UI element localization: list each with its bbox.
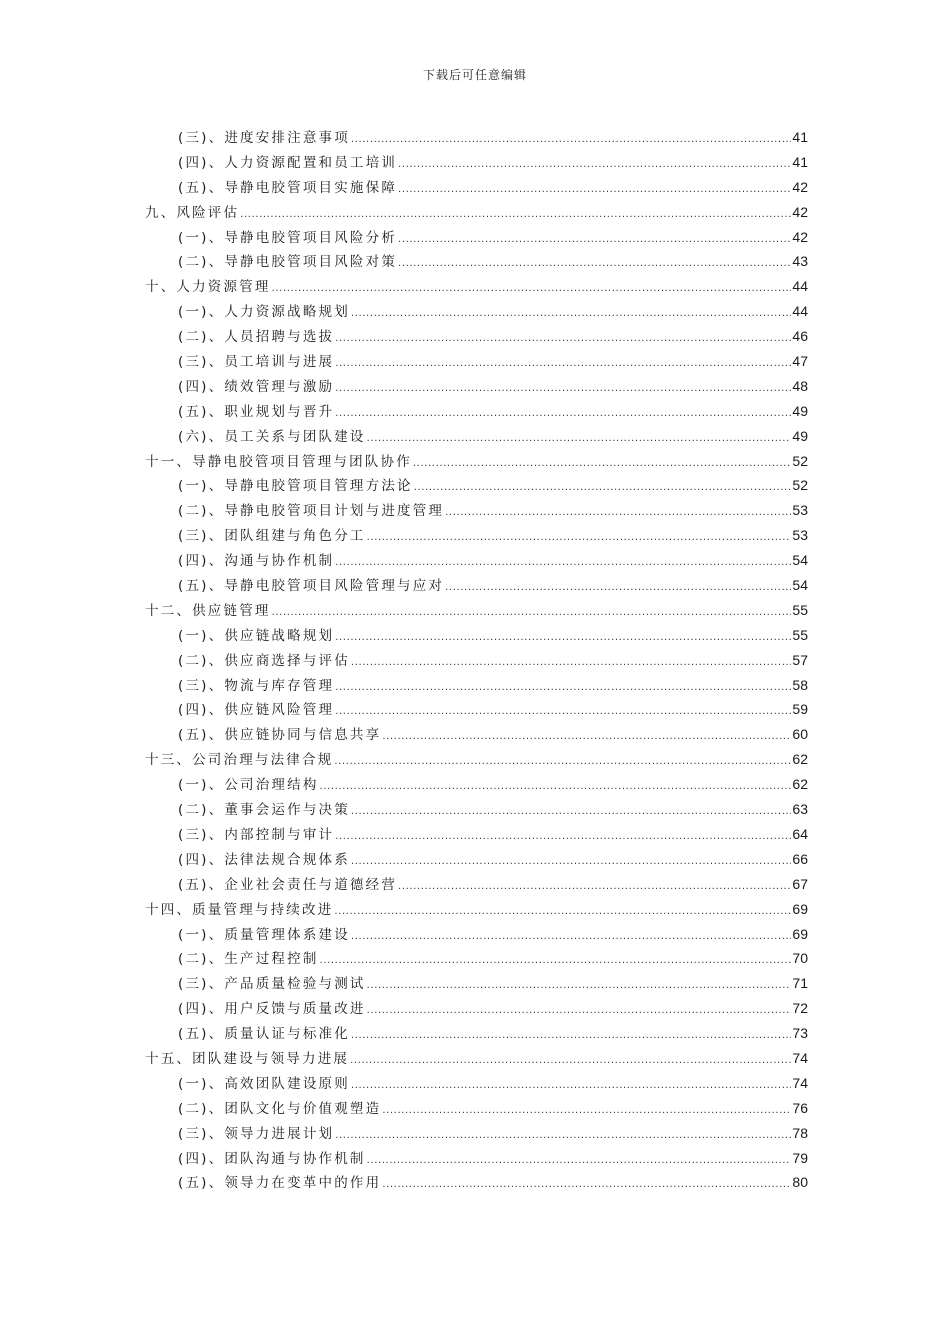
toc-section-entry[interactable] [145, 922, 808, 947]
toc-entry-label: (四)、法律法规合规体系 [178, 851, 350, 868]
toc-section-entry[interactable] [145, 299, 808, 324]
toc-page-number: 57 [792, 651, 808, 668]
toc-entry-label: (一)、高效团队建设原则 [178, 1075, 350, 1092]
toc-page-number: 43 [792, 253, 808, 270]
toc-chapter-entry[interactable] [145, 274, 808, 299]
toc-section-entry[interactable] [145, 772, 808, 797]
dot-leader [335, 402, 791, 427]
toc-entry-label: (四)、用户反馈与质量改进 [178, 1001, 366, 1018]
toc-section-entry[interactable] [145, 648, 808, 673]
toc-section-entry[interactable] [145, 697, 808, 722]
toc-section-entry[interactable] [145, 1146, 808, 1171]
toc-entry-label: (六)、员工关系与团队建设 [178, 428, 366, 445]
toc-page-number: 48 [792, 377, 808, 394]
toc-section-entry[interactable] [145, 498, 808, 523]
toc-entry-label: (四)、绩效管理与激励 [178, 378, 335, 395]
toc-page-number: 66 [792, 850, 808, 867]
dot-leader [351, 1024, 791, 1049]
dot-leader [351, 850, 791, 875]
toc-section-entry[interactable] [145, 374, 808, 399]
toc-entry-label: (二)、人员招聘与选拔 [178, 329, 335, 346]
dot-leader [398, 252, 791, 277]
toc-section-entry[interactable] [145, 573, 808, 598]
toc-page-number: 42 [792, 178, 808, 195]
dot-leader [334, 900, 791, 925]
toc-chapter-entry[interactable] [145, 897, 808, 922]
toc-entry-label: (三)、物流与库存管理 [178, 677, 335, 694]
toc-page-number: 54 [792, 552, 808, 569]
toc-entry-label: (一)、人力资源战略规划 [178, 304, 350, 321]
toc-chapter-entry[interactable] [145, 449, 808, 474]
toc-entry-label: 十三、公司治理与法律合规 [145, 752, 334, 769]
toc-section-entry[interactable] [145, 946, 808, 971]
dot-leader [445, 576, 791, 601]
toc-page-number: 60 [792, 726, 808, 743]
toc-page-number: 67 [792, 875, 808, 892]
toc-section-entry[interactable] [145, 473, 808, 498]
toc-section-entry[interactable] [145, 399, 808, 424]
toc-section-entry[interactable] [145, 249, 808, 274]
dot-leader [335, 352, 791, 377]
toc-entry-label: (四)、供应链风险管理 [178, 702, 335, 719]
toc-entry-label: (五)、供应链协同与信息共享 [178, 727, 382, 744]
dot-leader [320, 775, 792, 800]
toc-entry-label: (五)、职业规划与晋升 [178, 403, 335, 420]
toc-page-number: 69 [792, 900, 808, 917]
dot-leader [351, 302, 791, 327]
dot-leader [398, 228, 791, 253]
toc-entry-label: 十五、团队建设与领导力进展 [145, 1050, 350, 1067]
toc-entry-label: (五)、企业社会责任与道德经营 [178, 876, 398, 893]
toc-page-number: 49 [792, 427, 808, 444]
toc-section-entry[interactable] [145, 324, 808, 349]
toc-section-entry[interactable] [145, 1121, 808, 1146]
toc-entry-label: (二)、导静电胶管项目风险对策 [178, 254, 398, 271]
toc-page-number: 53 [792, 527, 808, 544]
toc-entry-label: (五)、导静电胶管项目风险管理与应对 [178, 578, 445, 595]
dot-leader [272, 277, 792, 302]
dot-leader [367, 427, 792, 452]
dot-leader [367, 974, 792, 999]
toc-chapter-entry[interactable] [145, 200, 808, 225]
toc-section-entry[interactable] [145, 872, 808, 897]
dot-leader [367, 999, 792, 1024]
toc-section-entry[interactable] [145, 673, 808, 698]
dot-leader [367, 526, 792, 551]
dot-leader [272, 601, 792, 626]
dot-leader [367, 1149, 792, 1174]
toc-section-entry[interactable] [145, 1170, 808, 1195]
table-of-contents [145, 125, 808, 1195]
dot-leader [351, 800, 791, 825]
dot-leader [351, 128, 791, 153]
toc-section-entry[interactable] [145, 1096, 808, 1121]
toc-page-number: 58 [792, 676, 808, 693]
dot-leader [398, 178, 791, 203]
toc-entry-label: (三)、内部控制与审计 [178, 826, 335, 843]
dot-leader [382, 1173, 791, 1198]
dot-leader [335, 327, 791, 352]
toc-page-number: 71 [792, 975, 808, 992]
toc-entry-label: (二)、董事会运作与决策 [178, 802, 350, 819]
dot-leader [398, 875, 791, 900]
toc-entry-label: (三)、领导力进展计划 [178, 1125, 335, 1142]
dot-leader [335, 551, 791, 576]
toc-page-number: 72 [792, 1000, 808, 1017]
dot-leader [240, 203, 791, 228]
toc-page-number: 41 [792, 153, 808, 170]
dot-leader [414, 476, 792, 501]
toc-section-entry[interactable] [145, 424, 808, 449]
toc-entry-label: 十一、导静电胶管项目管理与团队协作 [145, 453, 412, 470]
toc-page-number: 59 [792, 701, 808, 718]
toc-page-number: 74 [792, 1074, 808, 1091]
dot-leader [320, 949, 792, 974]
toc-page-number: 52 [792, 452, 808, 469]
toc-section-entry[interactable] [145, 225, 808, 250]
dot-leader [351, 1074, 791, 1099]
dot-leader [350, 1049, 791, 1074]
toc-entry-label: (五)、导静电胶管项目实施保障 [178, 179, 398, 196]
toc-entry-label: (三)、进度安排注意事项 [178, 130, 350, 146]
dot-leader [335, 626, 791, 651]
toc-page-number: 79 [792, 1149, 808, 1166]
toc-section-entry[interactable] [145, 847, 808, 872]
toc-page-number: 42 [792, 228, 808, 245]
toc-page-number: 52 [792, 477, 808, 494]
toc-section-entry[interactable] [145, 996, 808, 1021]
toc-entry-label: (三)、产品质量检验与测试 [178, 976, 366, 993]
toc-entry-label: (一)、导静电胶管项目管理方法论 [178, 478, 413, 495]
toc-entry-label: (四)、人力资源配置和员工培训 [178, 154, 398, 171]
dot-leader [334, 750, 791, 775]
toc-chapter-entry[interactable] [145, 598, 808, 623]
toc-entry-label: 十二、供应链管理 [145, 602, 271, 619]
toc-section-entry[interactable] [145, 822, 808, 847]
toc-page-number: 44 [792, 303, 808, 320]
toc-page-number: 63 [792, 801, 808, 818]
toc-entry-label: (一)、供应链战略规划 [178, 627, 335, 644]
toc-section-entry[interactable] [145, 523, 808, 548]
page-header: 下载后可任意编辑 [422, 68, 527, 82]
toc-chapter-entry[interactable] [145, 1046, 808, 1071]
toc-entry-label: (四)、团队沟通与协作机制 [178, 1150, 366, 1167]
dot-leader [335, 1124, 791, 1149]
toc-entry-label: (一)、导静电胶管项目风险分析 [178, 229, 398, 246]
toc-entry-label: (二)、团队文化与价值观塑造 [178, 1100, 382, 1117]
dot-leader [335, 825, 791, 850]
toc-section-entry[interactable] [145, 548, 808, 573]
toc-page-number: 44 [792, 278, 808, 295]
toc-section-entry[interactable] [145, 1071, 808, 1096]
toc-entry-label: (二)、生产过程控制 [178, 951, 319, 968]
toc-page-number: 62 [792, 776, 808, 793]
dot-leader [351, 925, 791, 950]
toc-section-entry[interactable] [145, 971, 808, 996]
toc-page-number: 78 [792, 1124, 808, 1141]
toc-page-number: 64 [792, 825, 808, 842]
toc-entry-label: 十四、质量管理与持续改进 [145, 901, 334, 918]
dot-leader [335, 676, 791, 701]
toc-page-number: 69 [792, 925, 808, 942]
toc-page-number: 46 [792, 328, 808, 345]
toc-section-entry[interactable] [145, 150, 808, 175]
toc-page-number: 62 [792, 751, 808, 768]
toc-section-entry[interactable] [145, 1021, 808, 1046]
toc-entry-label: (二)、导静电胶管项目计划与进度管理 [178, 503, 445, 520]
toc-entry-label: 九、风险评估 [145, 204, 240, 221]
toc-entry-label: (四)、沟通与协作机制 [178, 553, 335, 570]
toc-entry-label: (三)、团队组建与角色分工 [178, 528, 366, 545]
toc-section-entry[interactable] [145, 125, 808, 150]
toc-page-number: 53 [792, 502, 808, 519]
toc-entry-label: (五)、质量认证与标准化 [178, 1026, 350, 1043]
toc-entry-label: (一)、公司治理结构 [178, 777, 319, 794]
toc-section-entry[interactable] [145, 722, 808, 747]
toc-section-entry[interactable] [145, 349, 808, 374]
toc-entry-label: (二)、供应商选择与评估 [178, 652, 350, 669]
toc-page-number: 41 [792, 129, 808, 145]
toc-entry-label: (一)、质量管理体系建设 [178, 926, 350, 943]
toc-section-entry[interactable] [145, 175, 808, 200]
toc-page-number: 49 [792, 402, 808, 419]
toc-page-number: 80 [792, 1174, 808, 1191]
toc-page-number: 74 [792, 1049, 808, 1066]
dot-leader [398, 153, 791, 178]
toc-entry-label: 十、人力资源管理 [145, 279, 271, 296]
toc-section-entry[interactable] [145, 623, 808, 648]
toc-page-number: 76 [792, 1099, 808, 1116]
dot-leader [382, 725, 791, 750]
toc-chapter-entry[interactable] [145, 747, 808, 772]
dot-leader [413, 452, 792, 477]
toc-page-number: 47 [792, 353, 808, 370]
toc-page-number: 55 [792, 626, 808, 643]
dot-leader [382, 1099, 791, 1124]
toc-page-number: 70 [792, 950, 808, 967]
toc-entry-label: (三)、员工培训与进展 [178, 354, 335, 371]
dot-leader [335, 700, 791, 725]
dot-leader [351, 651, 791, 676]
toc-page-number: 73 [792, 1025, 808, 1042]
dot-leader [335, 377, 791, 402]
toc-page-number: 42 [792, 203, 808, 220]
dot-leader [445, 501, 791, 526]
toc-page-number: 54 [792, 577, 808, 594]
toc-page-number: 55 [792, 601, 808, 618]
toc-entry-label: (五)、领导力在变革中的作用 [178, 1175, 382, 1192]
toc-section-entry[interactable] [145, 797, 808, 822]
